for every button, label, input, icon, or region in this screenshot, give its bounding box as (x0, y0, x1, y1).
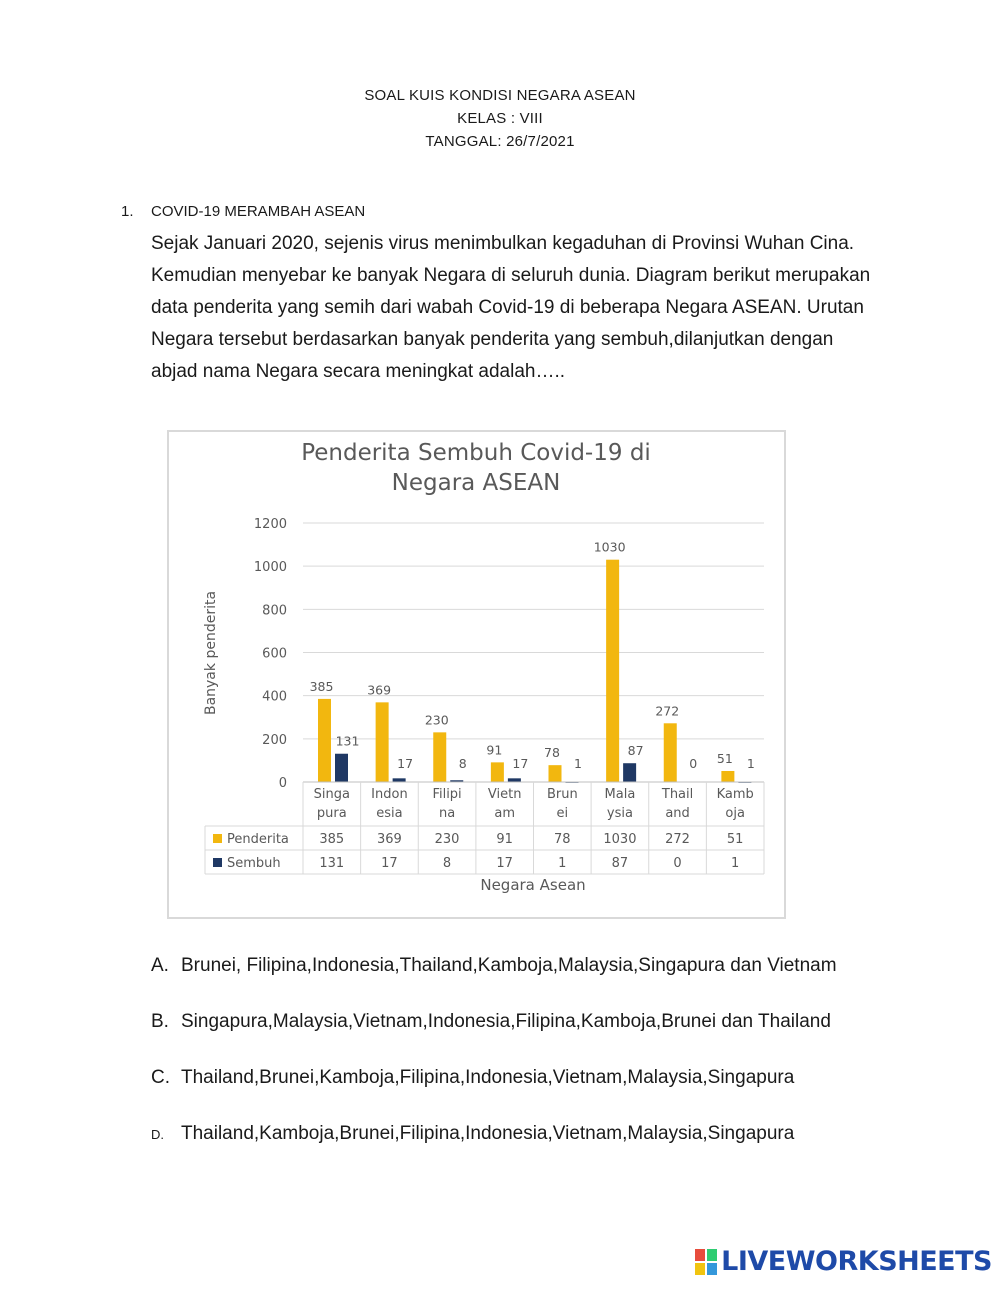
y-axis-label: Banyak penderita (203, 590, 219, 716)
data-label: 17 (397, 756, 414, 771)
y-tick-label: 1200 (253, 517, 287, 532)
liveworksheets-brand[interactable] (695, 1246, 992, 1277)
table-value: 17 (496, 856, 513, 871)
legend-label: Sembuh (227, 856, 281, 871)
category-label: Brun (546, 787, 578, 802)
option-letter: C. (151, 1067, 170, 1088)
data-label: 1 (574, 756, 582, 771)
category-label: esia (376, 806, 403, 821)
data-label: 91 (486, 742, 503, 758)
data-label: 78 (544, 745, 560, 761)
table-value: 230 (434, 832, 460, 847)
data-label: 230 (424, 712, 449, 728)
category-label: am (494, 806, 516, 821)
data-label: 369 (367, 682, 392, 698)
option-c[interactable] (151, 1067, 794, 1089)
y-tick-label: 600 (262, 646, 287, 662)
bar-penderita (721, 771, 734, 782)
table-value: 385 (319, 832, 345, 847)
question-number: 1. (121, 203, 134, 220)
covid-chart (167, 430, 786, 919)
bar-sembuh (335, 754, 348, 782)
y-tick-label: 800 (262, 603, 287, 619)
y-tick-label: 200 (262, 732, 287, 748)
category-label: Filipi (432, 787, 462, 802)
table-value: 51 (726, 832, 744, 847)
question-line: abjad nama Negara secara meningkat adalah….. (151, 361, 566, 382)
liveworksheets-logo-icon (695, 1249, 717, 1275)
question-line: Kemudian menyebar ke banyak Negara di seluruh dunia. Diagram berikut merupakan (151, 265, 871, 286)
legend-swatch-penderita (213, 834, 222, 843)
category-label: Kamb (716, 787, 754, 802)
category-label: ysia (606, 806, 633, 821)
bar-penderita (491, 762, 504, 782)
option-a[interactable] (151, 955, 837, 977)
bar-penderita (433, 732, 446, 782)
option-b[interactable] (151, 1011, 831, 1033)
data-label: 51 (716, 750, 733, 766)
category-label: Thail (661, 787, 694, 802)
legend-label: Penderita (227, 832, 289, 847)
y-tick-label: 0 (278, 776, 287, 791)
option-letter: B. (151, 1011, 169, 1032)
data-label: 87 (627, 743, 644, 759)
y-tick-label: 400 (262, 689, 287, 705)
question-line: data penderita yang semih dari wabah Covid-19 di beberapa Negara ASEAN. Urutan (151, 297, 864, 318)
table-value: 0 (673, 856, 682, 871)
worksheet-header (0, 84, 1000, 153)
table-value: 1030 (603, 832, 637, 847)
table-value: 8 (442, 856, 452, 871)
question-heading (121, 203, 365, 220)
category-label: Vietn (487, 787, 522, 802)
category-label: Singa (313, 787, 350, 802)
option-text: Thailand,Kamboja,Brunei,Filipina,Indonesia,Vietnam,Malaysia,Singapura (181, 1123, 795, 1144)
table-value: 272 (665, 832, 690, 847)
bar-penderita (318, 699, 331, 782)
table-value: 369 (377, 832, 402, 847)
bar-penderita (549, 765, 562, 782)
bar-penderita (664, 723, 677, 782)
worksheet-title: SOAL KUIS KONDISI NEGARA ASEAN (364, 87, 636, 104)
table-value: 17 (381, 856, 398, 871)
data-label: 17 (512, 756, 529, 771)
chart-svg (169, 432, 784, 917)
bar-penderita (606, 560, 619, 782)
option-d[interactable] (151, 1123, 794, 1145)
bar-penderita (376, 702, 389, 782)
category-label: oja (725, 806, 745, 821)
question-line: Sejak Januari 2020, sejenis virus menimbulkan kegaduhan di Provinsi Wuhan Cina. (151, 233, 855, 254)
data-label: 272 (655, 703, 680, 719)
table-value: 87 (611, 856, 629, 871)
question-title: COVID-19 MERAMBAH ASEAN (151, 203, 366, 220)
data-label: 385 (309, 678, 334, 694)
brand-name: LIVEWORKSHEETS (721, 1246, 992, 1277)
chart-title: Penderita Sembuh Covid-19 di (301, 440, 651, 466)
data-label: 1030 (593, 539, 626, 555)
y-tick-label: 1000 (253, 560, 287, 576)
option-letter: A. (151, 955, 169, 976)
option-letter: D. (151, 1127, 164, 1142)
class-label: KELAS : VIII (457, 110, 543, 127)
table-value: 1 (558, 856, 567, 871)
bar-sembuh (393, 778, 406, 782)
category-label: Indon (371, 787, 408, 802)
data-label: 0 (689, 756, 698, 771)
data-label: 1 (746, 756, 755, 771)
option-text: Brunei, Filipina,Indonesia,Thailand,Kamboja,Malaysia,Singapura dan Vietnam (181, 955, 837, 976)
table-value: 1 (731, 856, 740, 871)
date-label: TANGGAL: 26/7/2021 (425, 133, 575, 150)
table-value: 131 (319, 856, 345, 871)
category-label: Mala (604, 787, 636, 802)
category-label: na (438, 806, 456, 821)
data-label: 8 (458, 756, 467, 771)
table-value: 78 (554, 832, 571, 847)
x-axis-label: Negara Asean (480, 876, 586, 894)
question-text (151, 228, 951, 388)
category-label: pura (316, 806, 347, 821)
category-label: ei (556, 806, 569, 821)
legend-swatch-sembuh (213, 858, 222, 867)
category-label: and (665, 806, 690, 821)
chart-title: Negara ASEAN (391, 470, 561, 496)
data-label: 131 (335, 733, 360, 749)
option-text: Singapura,Malaysia,Vietnam,Indonesia,Filipina,Kamboja,Brunei dan Thailand (181, 1011, 831, 1032)
question-line: Negara tersebut berdasarkan banyak penderita yang sembuh,dilanjutkan dengan (151, 329, 834, 350)
option-text: Thailand,Brunei,Kamboja,Filipina,Indonesia,Vietnam,Malaysia,Singapura (181, 1067, 795, 1088)
bar-sembuh (508, 778, 521, 782)
bar-sembuh (623, 763, 636, 782)
table-value: 91 (496, 832, 513, 847)
